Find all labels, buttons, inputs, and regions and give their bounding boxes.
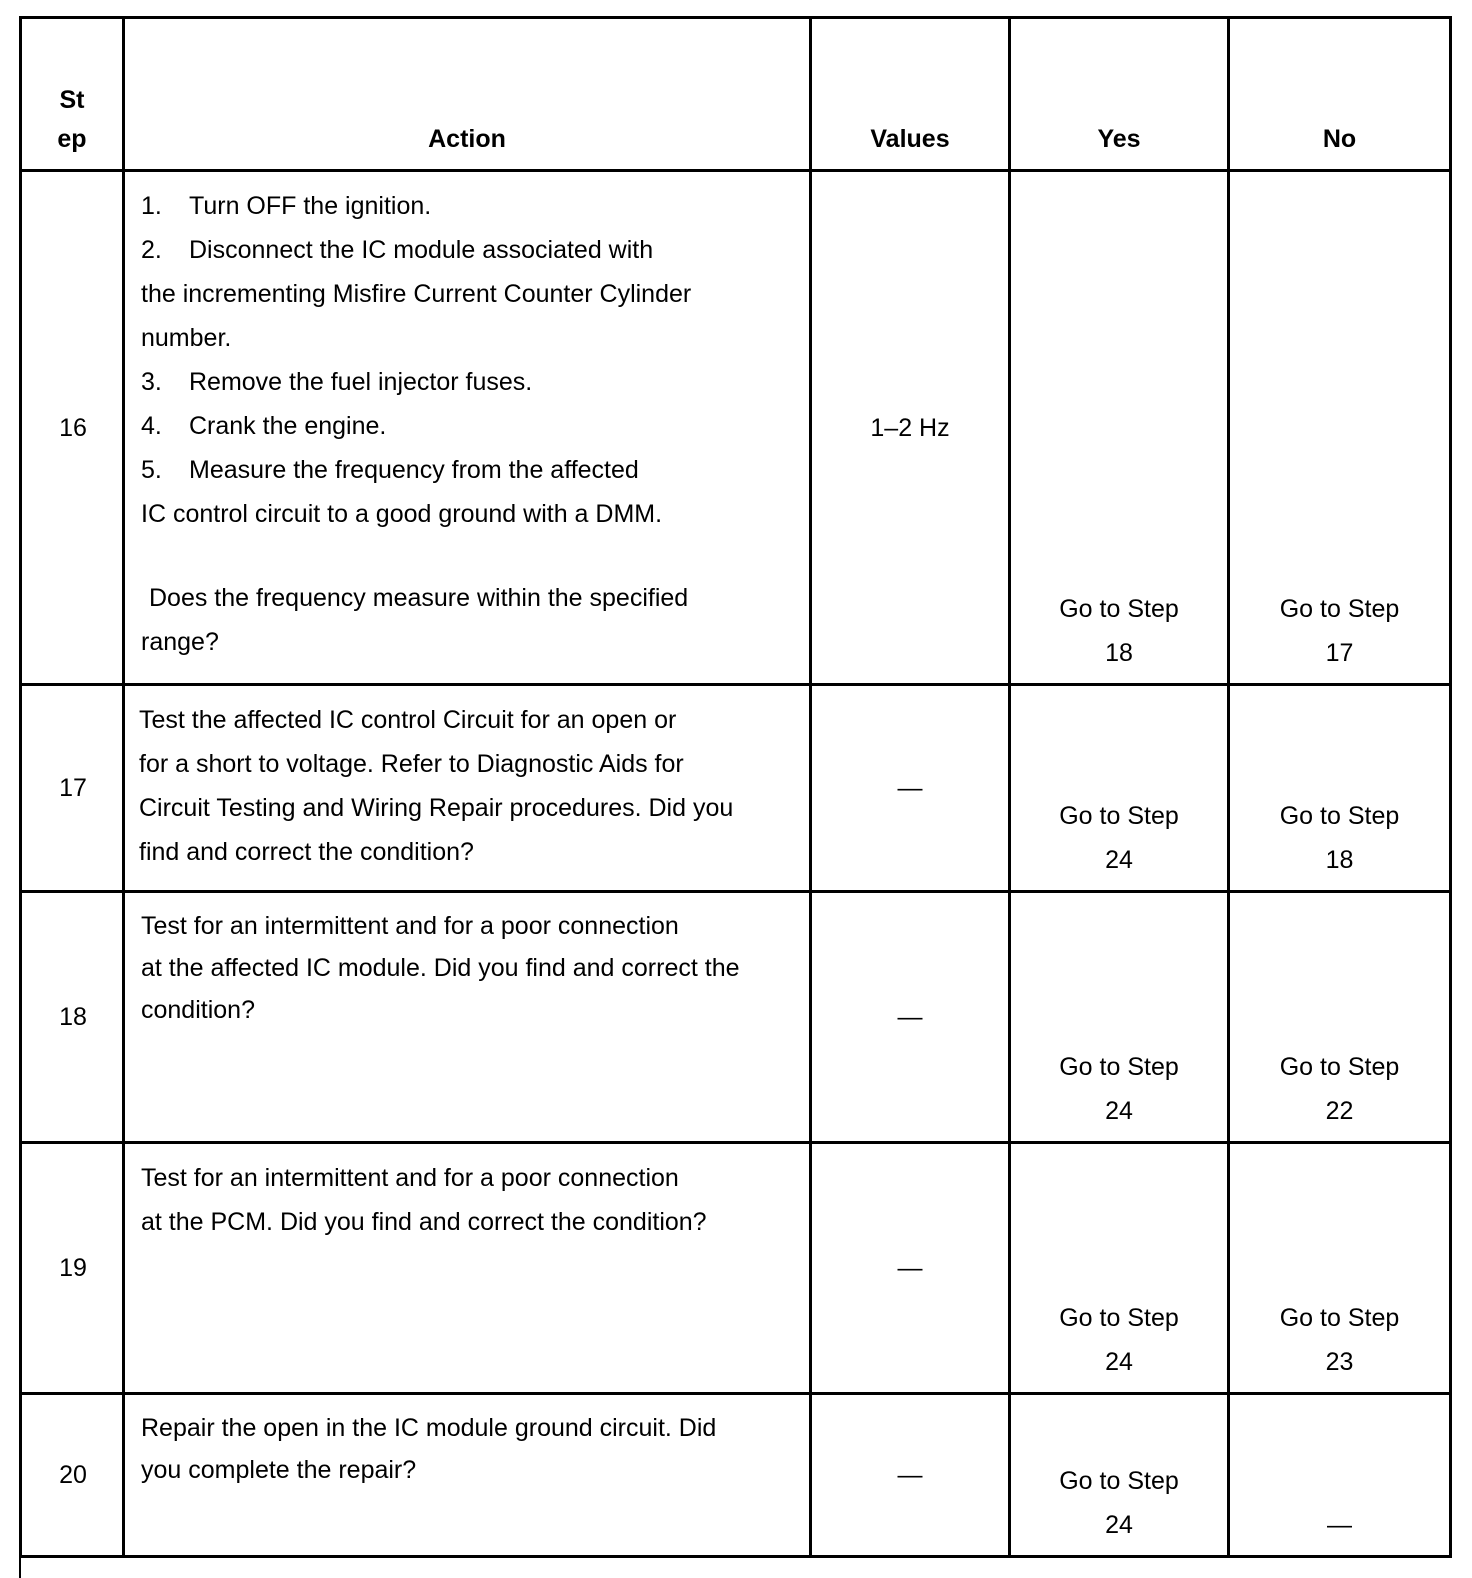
yes-cell: [1010, 171, 1229, 685]
action-line: Circuit Testing and Wiring Repair procedures. Did you: [139, 794, 734, 822]
no-cell: [1229, 1394, 1451, 1557]
table-row: [21, 892, 1451, 1143]
no-value: —: [1327, 1511, 1352, 1539]
yes-line1: Go to Step: [1059, 1304, 1179, 1332]
yes-line1: Go to Step: [1059, 595, 1179, 623]
action-item: 2. Disconnect the IC module associated with: [141, 236, 654, 264]
action-line: condition?: [141, 996, 255, 1024]
value-cell: 1–2 Hz: [811, 171, 1010, 685]
action-line: IC control circuit to a good ground with a DMM.: [141, 500, 663, 528]
action-item: 5. Measure the frequency from the affected: [141, 456, 639, 484]
header-step-line1: St: [59, 86, 85, 114]
step-number: 16: [21, 171, 124, 685]
no-line2: 17: [1325, 639, 1354, 667]
yes-cell: [1010, 892, 1229, 1143]
action-line: for a short to voltage. Refer to Diagnostic Aids for: [139, 750, 684, 778]
header-no: No: [1229, 18, 1451, 171]
action-cell: [124, 685, 811, 892]
header-row: [21, 18, 1451, 171]
action-line: the incrementing Misfire Current Counter Cylinder: [141, 280, 692, 308]
table-row: [21, 1143, 1451, 1394]
step-number: 18: [21, 892, 124, 1143]
action-item: 3. Remove the fuel injector fuses.: [141, 368, 533, 396]
value-cell: —: [811, 892, 1010, 1143]
no-line1: Go to Step: [1279, 1053, 1400, 1081]
table-row: [21, 171, 1451, 685]
yes-line2: 18: [1105, 639, 1133, 667]
value-cell: —: [811, 685, 1010, 892]
yes-cell: [1010, 685, 1229, 892]
no-cell: [1229, 685, 1451, 892]
yes-cell: [1010, 1394, 1229, 1557]
diagnostic-table: [19, 16, 1452, 1558]
header-values: Values: [811, 18, 1010, 171]
action-question: range?: [141, 628, 219, 656]
action-line: Test for an intermittent and for a poor connection: [141, 912, 679, 940]
action-question: Does the frequency measure within the specified: [149, 584, 689, 612]
no-cell: [1229, 1143, 1451, 1394]
action-item: 4. Crank the engine.: [141, 412, 387, 440]
yes-line2: 24: [1105, 1348, 1133, 1376]
page-border-fragment: [19, 1548, 21, 1578]
yes-line2: 24: [1105, 846, 1133, 874]
step-number: 19: [21, 1143, 124, 1394]
action-line: Test for an intermittent and for a poor connection: [141, 1164, 679, 1192]
header-step: [21, 18, 124, 171]
action-cell: [124, 1394, 811, 1557]
action-item: 1. Turn OFF the ignition.: [141, 192, 432, 220]
value-cell: —: [811, 1143, 1010, 1394]
table-row: [21, 1394, 1451, 1557]
no-line2: 23: [1325, 1348, 1354, 1376]
header-step-line2: ep: [57, 125, 87, 153]
step-number: 20: [21, 1394, 124, 1557]
no-line1: Go to Step: [1279, 595, 1400, 623]
table-row: [21, 685, 1451, 892]
action-cell: [124, 892, 811, 1143]
yes-line2: 24: [1105, 1097, 1133, 1125]
yes-cell: [1010, 1143, 1229, 1394]
no-cell: [1229, 892, 1451, 1143]
action-line: at the affected IC module. Did you find and correct the: [141, 954, 740, 982]
no-line2: 22: [1325, 1097, 1354, 1125]
header-action: Action: [124, 18, 811, 171]
no-line1: Go to Step: [1279, 1304, 1400, 1332]
action-line: find and correct the condition?: [139, 838, 474, 866]
action-cell: [124, 171, 811, 685]
yes-line1: Go to Step: [1059, 802, 1179, 830]
action-cell: [124, 1143, 811, 1394]
yes-line1: Go to Step: [1059, 1053, 1179, 1081]
header-yes: Yes: [1010, 18, 1229, 171]
yes-line1: Go to Step: [1059, 1467, 1179, 1495]
value-cell: —: [811, 1394, 1010, 1557]
action-line: number.: [141, 324, 232, 352]
no-line2: 18: [1325, 846, 1354, 874]
no-line1: Go to Step: [1279, 802, 1400, 830]
action-line: at the PCM. Did you find and correct the condition?: [141, 1208, 707, 1236]
action-line: Test the affected IC control Circuit for an open or: [139, 706, 677, 734]
no-cell: [1229, 171, 1451, 685]
yes-line2: 24: [1105, 1511, 1133, 1539]
action-line: you complete the repair?: [141, 1456, 417, 1484]
step-number: 17: [21, 685, 124, 892]
action-line: Repair the open in the IC module ground circuit. Did: [141, 1414, 717, 1442]
